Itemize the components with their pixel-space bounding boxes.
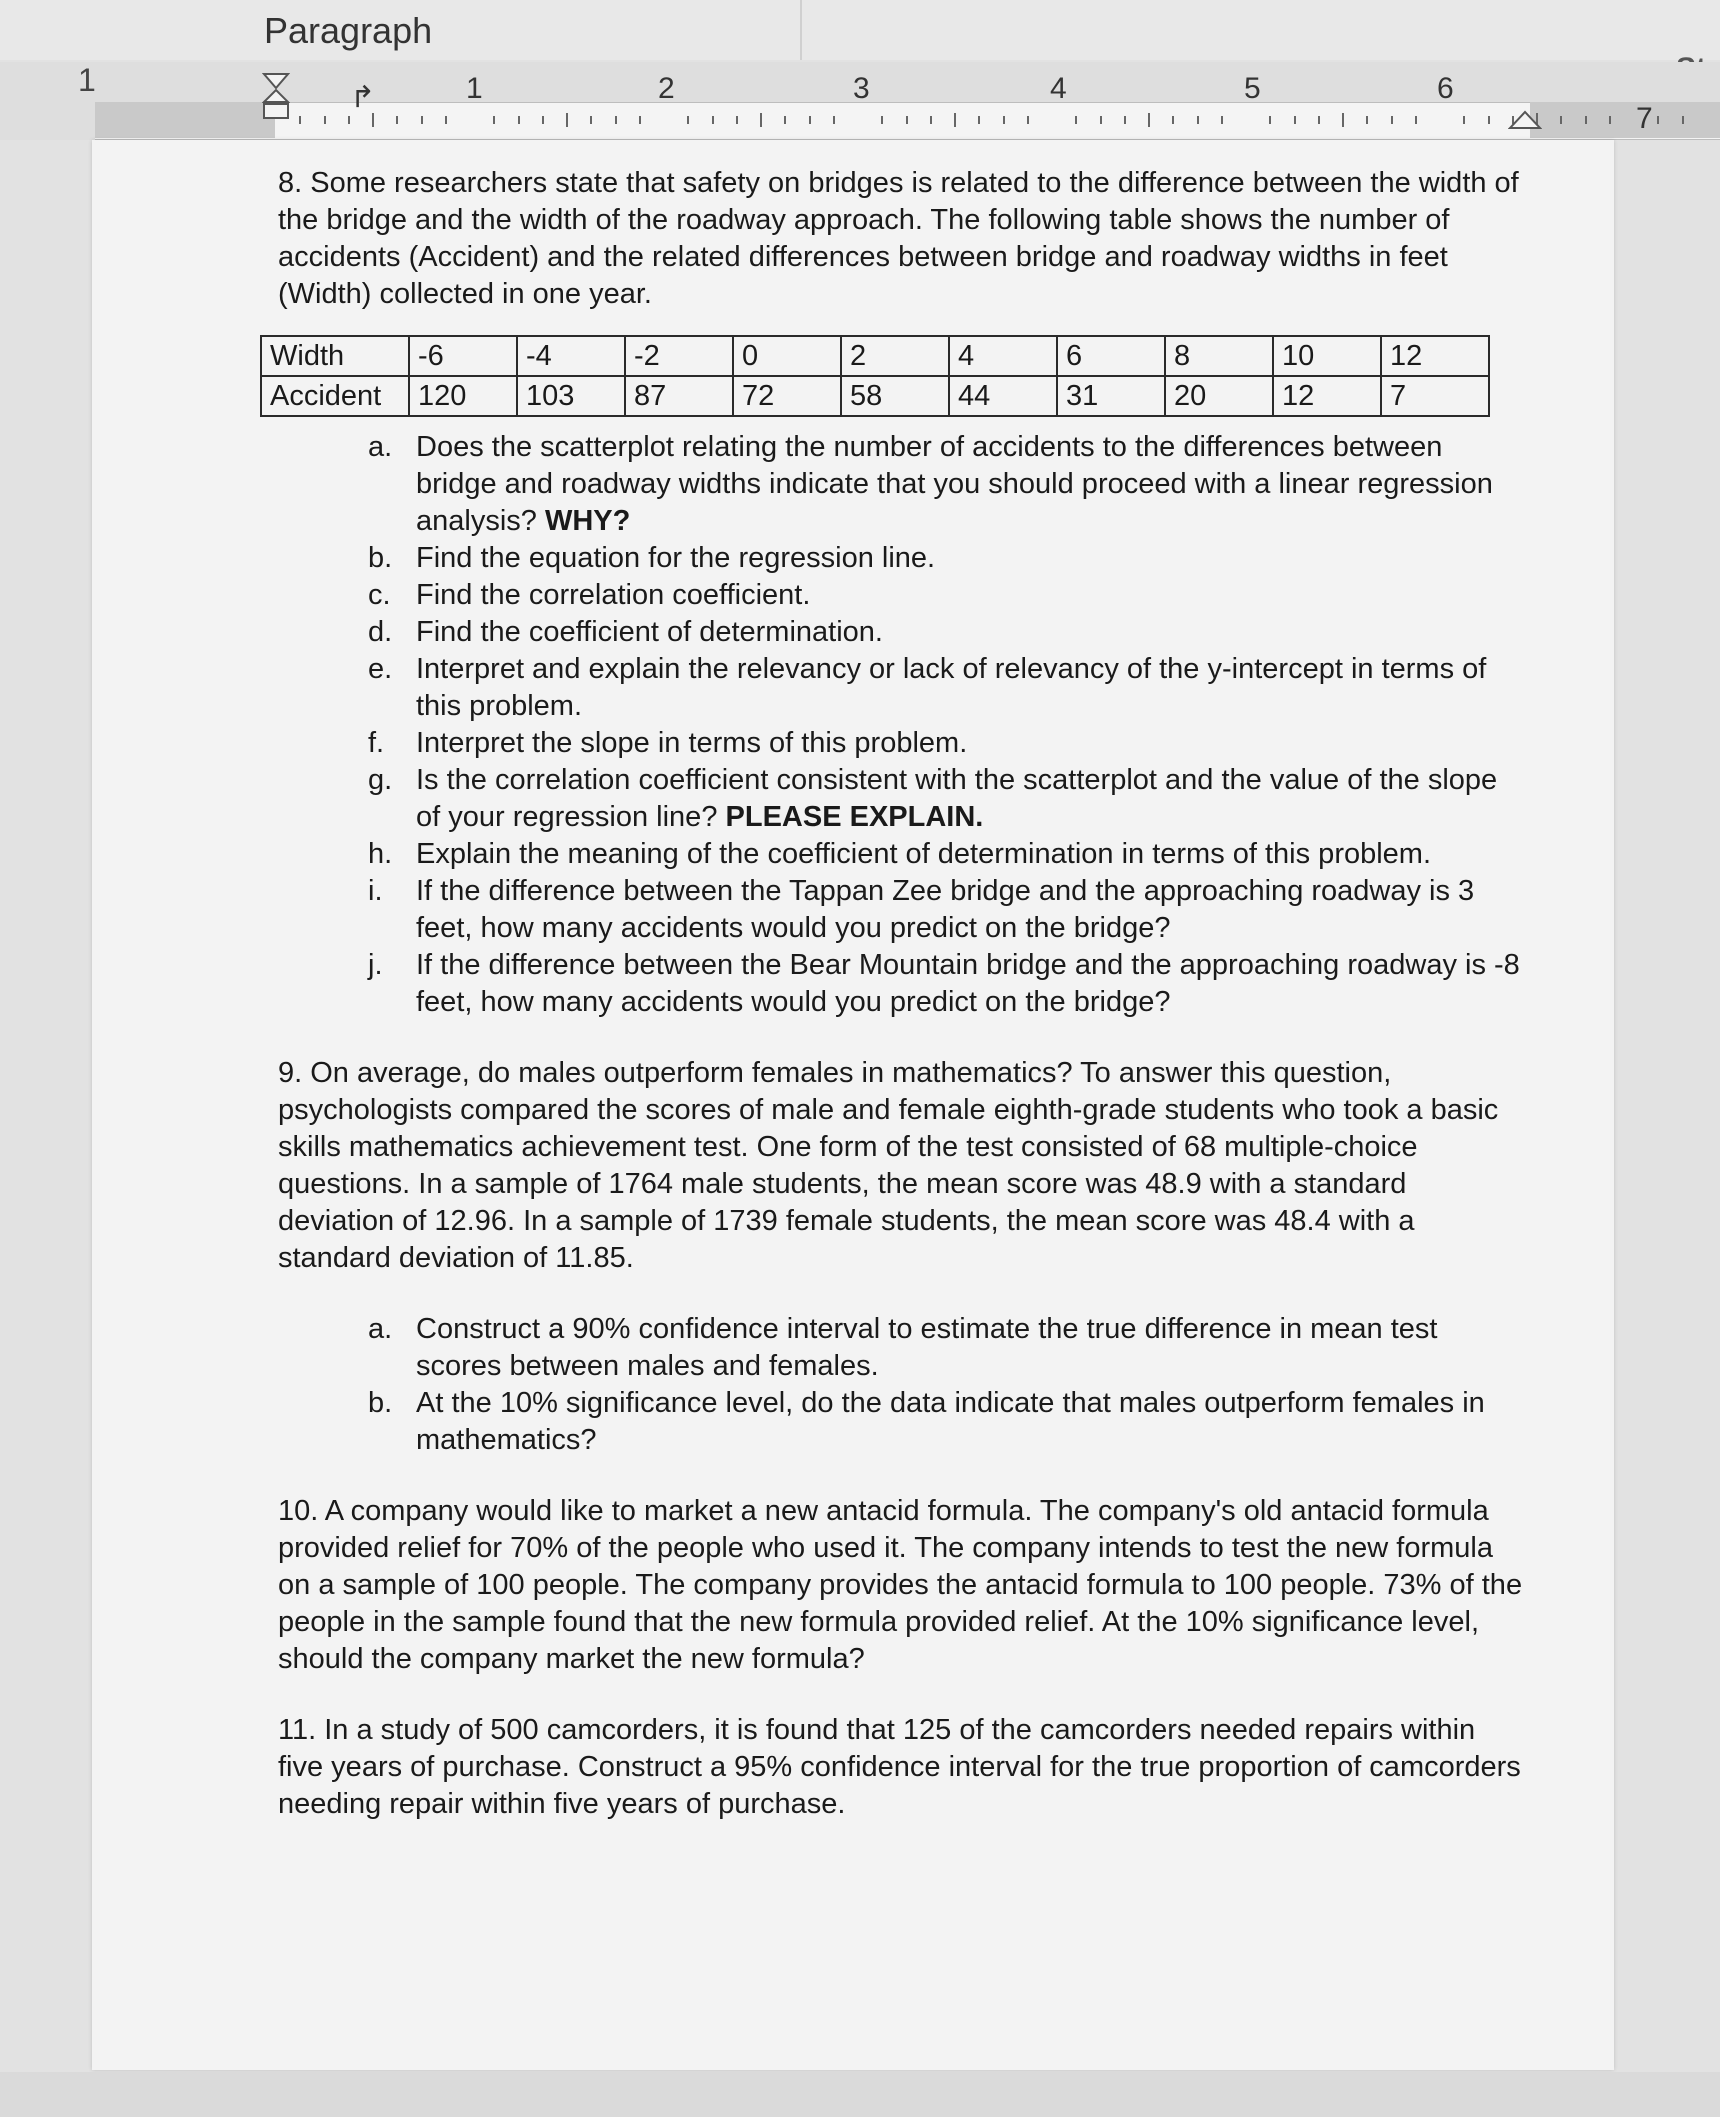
table-cell: 7 (1381, 376, 1489, 416)
ruler-tick (1294, 116, 1296, 124)
ruler-tick (1172, 116, 1174, 124)
ruler-tick (590, 116, 592, 124)
list-item (368, 947, 1528, 1021)
right-indent-icon[interactable] (1508, 110, 1542, 130)
question-8-parts (278, 429, 1528, 1021)
ruler-tick (1124, 116, 1126, 124)
list-marker: h. (368, 838, 393, 870)
ruler-tick (324, 116, 326, 124)
table-row-header: Accident (261, 376, 409, 416)
list-item-text: Is the correlation coefficient consistent with the scatterplot and the value of the slope of your regression line? (416, 764, 1498, 833)
table-cell: 8 (1165, 336, 1273, 376)
table-cell: 58 (841, 376, 949, 416)
toolbar (0, 0, 1720, 60)
ruler-number: 6 (1437, 72, 1454, 105)
table-cell: 6 (1057, 336, 1165, 376)
question-10: 10. A company would like to market a new antacid formula. The company's old antacid formula provided relief for 70% of the people who used it. The company intends to test the new formula on a sample of 100 people. The company provides the antacid formula to 100 people. 73% of the people in the sample found that the new formula provided relief. At the 10% significance level, should the company market the new formula? (278, 1495, 1523, 1675)
ruler-tick (396, 116, 398, 124)
table-cell: 31 (1057, 376, 1165, 416)
table-cell: 0 (733, 336, 841, 376)
question-11: 11. In a study of 500 camcorders, it is found that 125 of the camcorders needed repairs within five years of purchase. Construct a 95% confidence interval for the true proportion of camcorders needing repair within five years of purchase. (278, 1714, 1521, 1820)
tab-stop-icon[interactable]: ↱ (350, 81, 376, 114)
table-cell: 10 (1273, 336, 1381, 376)
table-cell: 72 (733, 376, 841, 416)
ruler-tick (445, 116, 447, 124)
table-cell: 120 (409, 376, 517, 416)
ruler-tick (1488, 116, 1490, 124)
ruler-tick (736, 116, 738, 124)
list-item (368, 1385, 1528, 1459)
list-marker: a. (368, 1313, 393, 1345)
list-marker: e. (368, 653, 393, 685)
ruler-left-mark: 1 (78, 62, 96, 98)
ruler-right-margin (1530, 102, 1720, 138)
table-cell: 44 (949, 376, 1057, 416)
list-item-text: Does the scatterplot relating the number of accidents to the differences between bridge and roadway widths indicate that you should proceed with a linear regression analysis? (416, 431, 1493, 537)
horizontal-ruler[interactable] (0, 62, 1720, 140)
list-item (368, 762, 1528, 836)
list-item (368, 725, 1528, 762)
table-row (261, 336, 1489, 376)
ruler-tick (1391, 116, 1393, 124)
table-cell: 87 (625, 376, 733, 416)
table-cell: 12 (1273, 376, 1381, 416)
ruler-number: 7 (1636, 102, 1653, 135)
list-item (368, 429, 1528, 540)
ruler-tick (348, 116, 350, 124)
ruler-tick (1197, 116, 1199, 124)
emphasis-text: PLEASE EXPLAIN. (725, 801, 984, 833)
ruler-tick (1463, 116, 1465, 124)
ruler-tick (372, 113, 374, 127)
ruler-tick (566, 113, 568, 127)
ruler-tick (1366, 116, 1368, 124)
list-item-text: Interpret the slope in terms of this problem. (416, 727, 968, 759)
list-item (368, 1311, 1528, 1385)
list-item (368, 836, 1528, 873)
list-marker: f. (368, 727, 385, 759)
ruler-tick (1609, 116, 1611, 124)
ruler-tick (1221, 116, 1223, 124)
ruler-number: 4 (1050, 72, 1067, 105)
list-marker: i. (368, 875, 383, 907)
ruler-number: 2 (658, 72, 675, 105)
table-cell: 2 (841, 336, 949, 376)
list-marker: b. (368, 1387, 393, 1419)
ruler-tick (712, 116, 714, 124)
ruler-tick (639, 116, 641, 124)
ruler-tick (930, 116, 932, 124)
ruler-tick (833, 116, 835, 124)
list-item (368, 651, 1528, 725)
list-item-text: Construct a 90% confidence interval to estimate the true difference in mean test scores between males and females. (416, 1313, 1438, 1382)
ruler-tick (518, 116, 520, 124)
ruler-tick (615, 116, 617, 124)
list-item (368, 540, 1528, 577)
indent-marker-icon[interactable] (262, 72, 290, 124)
ruler-tick (1585, 116, 1587, 124)
ruler-tick (1657, 116, 1659, 124)
ruler-tick (809, 116, 811, 124)
window-bottom-edge (0, 2072, 1720, 2117)
list-marker: j. (368, 949, 383, 981)
table-cell: 20 (1165, 376, 1273, 416)
list-marker: g. (368, 764, 393, 796)
ruler-tick (1100, 116, 1102, 124)
bridge-accident-table (260, 335, 1490, 417)
question-9-parts (278, 1311, 1528, 1459)
list-item-text: If the difference between the Bear Mountain bridge and the approaching roadway is -8 feet, how many accidents would you predict on the bridge? (416, 949, 1520, 1018)
ruler-tick (1342, 113, 1344, 127)
list-item-text: Find the coefficient of determination. (416, 616, 883, 648)
ruler-tick (784, 116, 786, 124)
ruler-tick (542, 116, 544, 124)
list-item (368, 614, 1528, 651)
ruler-tick (1027, 116, 1029, 124)
list-item (368, 577, 1528, 614)
table-cell: 12 (1381, 336, 1489, 376)
list-marker: c. (368, 579, 391, 611)
list-item-text: Find the equation for the regression line. (416, 542, 936, 574)
table-cell: 4 (949, 336, 1057, 376)
list-item-text: Interpret and explain the relevancy or lack of relevancy of the y-intercept in terms of this problem. (416, 653, 1487, 722)
table-cell: -2 (625, 336, 733, 376)
ruler-track (95, 102, 1720, 140)
ruler-tick (421, 116, 423, 124)
ruler-tick (1148, 113, 1150, 127)
ruler-tick (954, 113, 956, 127)
ruler-tick (493, 116, 495, 124)
emphasis-text: WHY? (544, 505, 631, 537)
ruler-number: 5 (1244, 72, 1261, 105)
toolbar-separator (800, 0, 802, 60)
table-cell: 103 (517, 376, 625, 416)
list-item-text: If the difference between the Tappan Zee bridge and the approaching roadway is 3 feet, how many accidents would you predict on the bridge? (416, 875, 1475, 944)
ruler-tick (760, 113, 762, 127)
question-8-intro: 8. Some researchers state that safety on bridges is related to the difference between the width of the bridge and the width of the roadway approach. The following table shows the number of accidents (Accident) and the related differences between bridge and roadway widths in feet (Width) collected in one year. (278, 167, 1519, 310)
document-body[interactable] (270, 165, 1528, 1845)
list-marker: a. (368, 431, 393, 463)
list-item-text: Find the correlation coefficient. (416, 579, 811, 611)
paragraph-group-label[interactable]: Paragraph (264, 10, 433, 51)
list-item-text: At the 10% significance level, do the data indicate that males outperform females in mathematics? (416, 1387, 1485, 1456)
ruler-tick (1003, 116, 1005, 124)
table-cell: -6 (409, 336, 517, 376)
ruler-tick (1318, 116, 1320, 124)
ruler-tick (906, 116, 908, 124)
ruler-tick (1560, 116, 1562, 124)
question-9-intro: 9. On average, do males outperform females in mathematics? To answer this question, psychologists compared the scores of male and female eighth-grade students who took a basic skills mathematics achievement test. One form of the test consisted of 68 multiple-choice questions. In a sample of 1764 male students, the mean score was 48.9 with a standard deviation of 12.96. In a sample of 1739 female students, the mean score was 48.4 with a standard deviation of 11.85. (278, 1057, 1499, 1274)
list-marker: d. (368, 616, 393, 648)
list-item-text: Explain the meaning of the coefficient of determination in terms of this problem. (416, 838, 1432, 870)
ruler-number: 3 (853, 72, 870, 105)
table-row (261, 376, 1489, 416)
table-cell: -4 (517, 336, 625, 376)
ruler-tick (687, 116, 689, 124)
table-row-header: Width (261, 336, 409, 376)
ruler-tick (299, 116, 301, 124)
ruler-number: 1 (466, 72, 483, 105)
ruler-tick (1269, 116, 1271, 124)
ruler-tick (881, 116, 883, 124)
ruler-tick (1682, 116, 1684, 124)
list-item (368, 873, 1528, 947)
ruler-tick (1075, 116, 1077, 124)
ruler-left-margin (95, 102, 275, 138)
ruler-tick (978, 116, 980, 124)
list-marker: b. (368, 542, 393, 574)
ruler-tick (1415, 116, 1417, 124)
